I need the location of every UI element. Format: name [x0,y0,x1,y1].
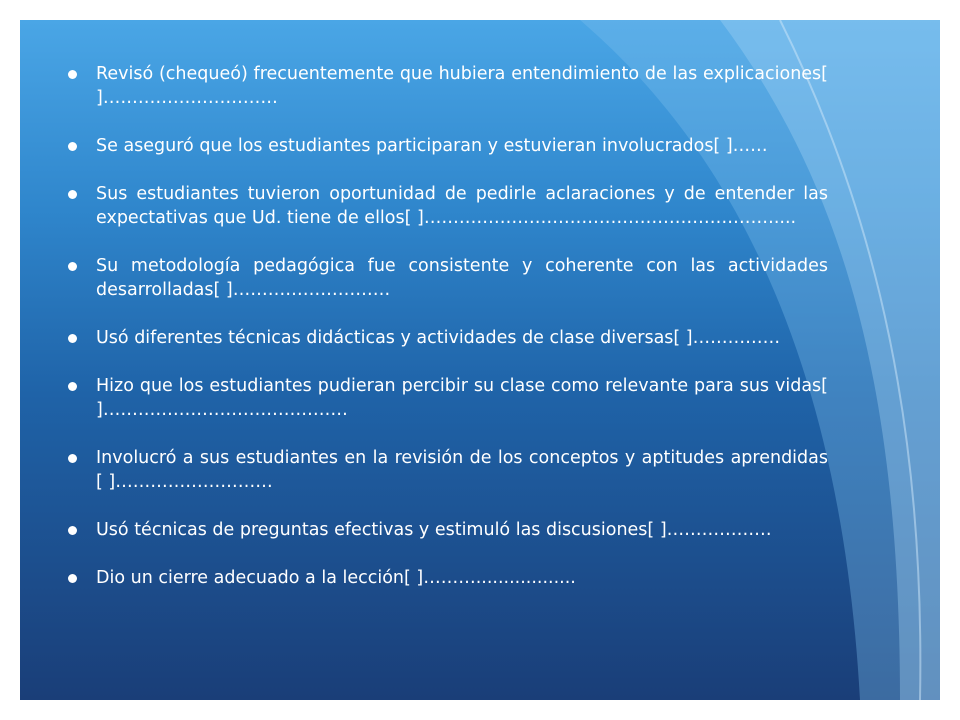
bullet-text: Dio un cierre adecuado a la lección[ ]……….................. [96,568,576,588]
bullet-text: Involucró a sus estudiantes en la revisión de los conceptos y aptitudes aprendidas [ ]……………………… [96,448,828,492]
bullet-text: Sus estudiantes tuvieron oportunidad de pedirle aclaraciones y de entender las expectativas que Ud. tiene de ellos[ ]…………………………………………………….... [96,184,828,228]
bullet-dot-icon [68,334,77,343]
bullet-text: Hizo que los estudiantes pudieran percibir su clase como relevante para sus vidas[ ]…………………………………… [96,376,828,420]
bullet-item [68,134,828,158]
bullet-item [68,326,828,350]
bullet-text: Usó diferentes técnicas didácticas y actividades de clase diversas[ ]…………… [96,328,781,348]
bullet-item [68,182,828,230]
bullet-text: Su metodología pedagógica fue consistente y coherente con las actividades desarrolladas[ ]……………………… [96,256,828,300]
bullet-item [68,374,828,422]
slide [20,20,940,700]
bullet-dot-icon [68,190,77,199]
bullet-dot-icon [68,142,77,151]
bullet-list-container [68,62,828,614]
bullet-list [68,62,828,590]
bullet-dot-icon [68,262,77,271]
bullet-item [68,62,828,110]
bullet-text: Se aseguró que los estudiantes participaran y estuvieran involucrados[ ]…… [96,136,768,156]
bullet-dot-icon [68,382,77,391]
bullet-dot-icon [68,526,77,535]
bullet-text: Usó técnicas de preguntas efectivas y estimuló las discusiones[ ]……………… [96,520,772,540]
bullet-item [68,518,828,542]
bullet-item [68,566,828,590]
bullet-dot-icon [68,70,77,79]
bullet-item [68,446,828,494]
bullet-dot-icon [68,574,77,583]
bullet-text: Revisó (chequeó) frecuentemente que hubiera entendimiento de las explicaciones[ ]………………………… [96,64,828,108]
bullet-dot-icon [68,454,77,463]
bullet-item [68,254,828,302]
